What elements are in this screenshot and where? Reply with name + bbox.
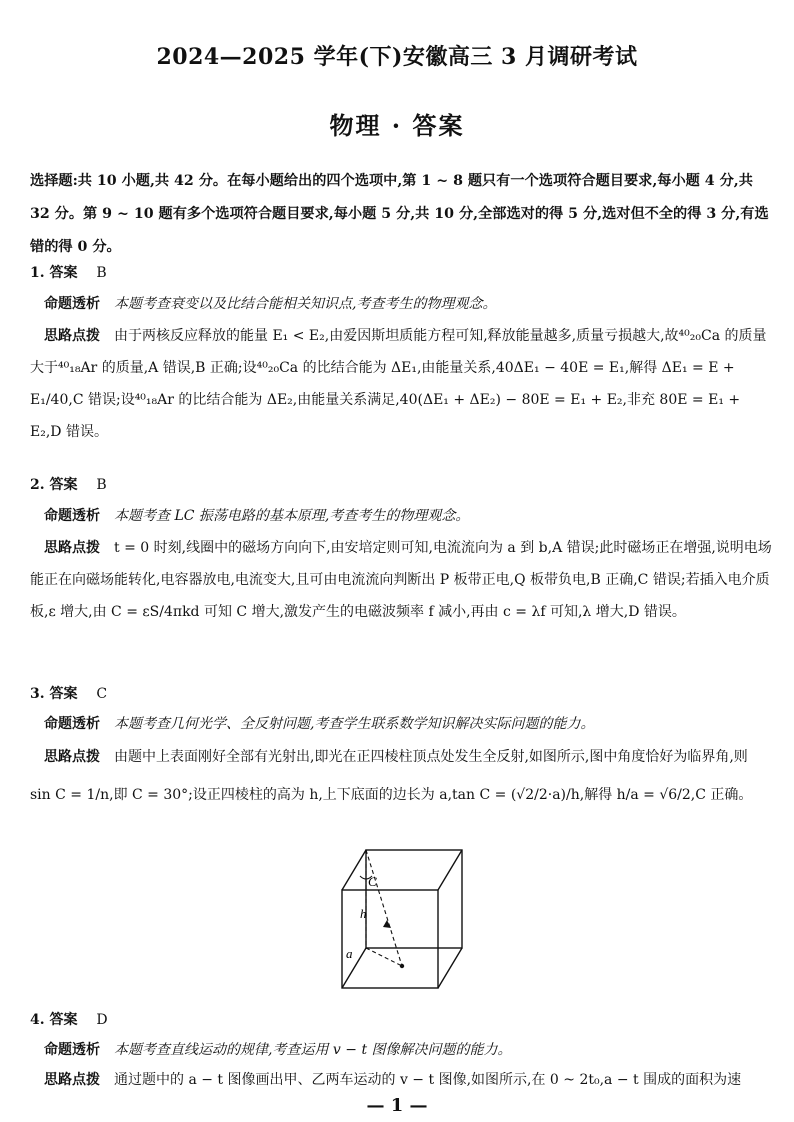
analysis-label: 命题透析 [44, 1042, 100, 1058]
analysis-text: 本题考查衰变以及比结合能相关知识点,考查考生的物理观念。 [114, 296, 497, 312]
page-number: — 1 — [366, 1095, 428, 1116]
analysis-text: 本题考查直线运动的规律,考查运用 v − t 图像解决问题的能力。 [114, 1042, 512, 1058]
hint-label: 思路点拨 [44, 1072, 100, 1088]
ray-arrow-icon [383, 920, 391, 928]
diagonal-line [366, 948, 402, 966]
question-3-hint [30, 738, 772, 814]
question-number: 2. [30, 477, 45, 493]
prism-front-face [342, 890, 438, 988]
question-number: 1. [30, 265, 45, 281]
answer-label: 答案 [49, 686, 78, 702]
question-2-header [30, 474, 107, 494]
section-intro: 选择题:共 10 小题,共 42 分。在每小题给出的四个选项中,第 1 ~ 8 题只有一个选项符合题目要求,每小题 4 分,共 32 分。第 9 ~ 10 题有多个选项符合题目要求,每小题 5 分,共 10 分,全部选对的得 5 分,选对但不全的得 3 分,有选错的得 0 分。 [30, 173, 769, 255]
angle-label: C [368, 874, 377, 889]
answer-label: 答案 [49, 477, 78, 493]
answer-value: D [96, 1012, 108, 1028]
question-1-analysis [30, 288, 772, 320]
answer-value: C [96, 686, 108, 702]
question-1-hint [30, 320, 772, 448]
hint-text: 通过题中的 a − t 图像画出甲、乙两车运动的 v − t 图像,如图所示,在 0 ~ 2t₀,a − t 围成的面积为速 [114, 1072, 742, 1088]
question-2-analysis [30, 500, 772, 532]
question-3-header [30, 683, 107, 703]
hint-text: t = 0 时刻,线圈中的磁场方向向下,由安培定则可知,电流流向为 a 到 b,A 错误;此时磁场正在增强,说明电场能正在向磁场能转化,电容器放电,电流变大,且可由电流流向判断出 P 板带正电,Q 板带负电,B 正确,C 错误;若插入电介质板,ε 增大,由 C = εS/4πkd 可知 C 增大,激发产生的电磁波频率 f 减小,再由 c = λf 可知,λ 增大,D 错误。 [30, 540, 772, 620]
answer-value: B [96, 265, 107, 281]
side-label: a [346, 946, 353, 961]
analysis-text: 本题考查 LC 振荡电路的基本原理,考查考生的物理观念。 [114, 508, 470, 524]
analysis-label: 命题透析 [44, 508, 100, 524]
answer-subtitle: 物理 · 答案 [329, 111, 465, 140]
hint-label: 思路点拨 [44, 328, 100, 344]
question-4-header [30, 1009, 108, 1029]
prism-figure [330, 838, 470, 998]
question-3-analysis [30, 708, 772, 740]
analysis-label: 命题透析 [44, 296, 100, 312]
analysis-label: 命题透析 [44, 716, 100, 732]
prism-back-face [366, 850, 462, 948]
analysis-text: 本题考查几何光学、全反射问题,考查学生联系数学知识解决实际问题的能力。 [114, 716, 595, 732]
hint-label: 思路点拨 [44, 540, 100, 556]
answer-label: 答案 [49, 1012, 78, 1028]
answer-label: 答案 [49, 265, 78, 281]
question-1-header [30, 262, 107, 282]
question-4-hint [30, 1064, 772, 1096]
answer-value: B [96, 477, 107, 493]
hint-label: 思路点拨 [44, 749, 100, 765]
question-2-hint [30, 532, 772, 628]
exam-title: 2024—2025 学年(下)安徽高三 3 月调研考试 [156, 44, 638, 70]
question-number: 3. [30, 686, 45, 702]
question-4-analysis [30, 1034, 772, 1066]
hint-text: 由题中上表面刚好全部有光射出,即光在正四棱柱顶点处发生全反射,如图所示,图中角度恰好为临界角,则 sin C = 1/n,即 C = 30°;设正四棱柱的高为 h,上下底面的边长为 a,tan C = (√2/2·a)/h,解得 h/a = √6/2,C 正确。 [30, 749, 753, 803]
height-label: h [360, 906, 367, 921]
hint-text: 由于两核反应释放的能量 E₁ < E₂,由爱因斯坦质能方程可知,释放能量越多,质量亏损越大,故⁴⁰₂₀Ca 的质量大于⁴⁰₁₈Ar 的质量,A 错误,B 正确;设⁴⁰₂₀Ca 的比结合能为 ΔE₁,由能量关系,40ΔE₁ − 40E = E₁,解得 ΔE₁ = E + E₁/40,C 错误;设⁴⁰₁₈Ar 的比结合能为 ΔE₂,由能量关系满足,40(ΔE₁ + ΔE₂) − 80E = E₁ + E₂,非充 80E = E₁ + E₂,D 错误。 [30, 328, 767, 440]
ray-point [400, 964, 404, 968]
question-number: 4. [30, 1012, 45, 1028]
